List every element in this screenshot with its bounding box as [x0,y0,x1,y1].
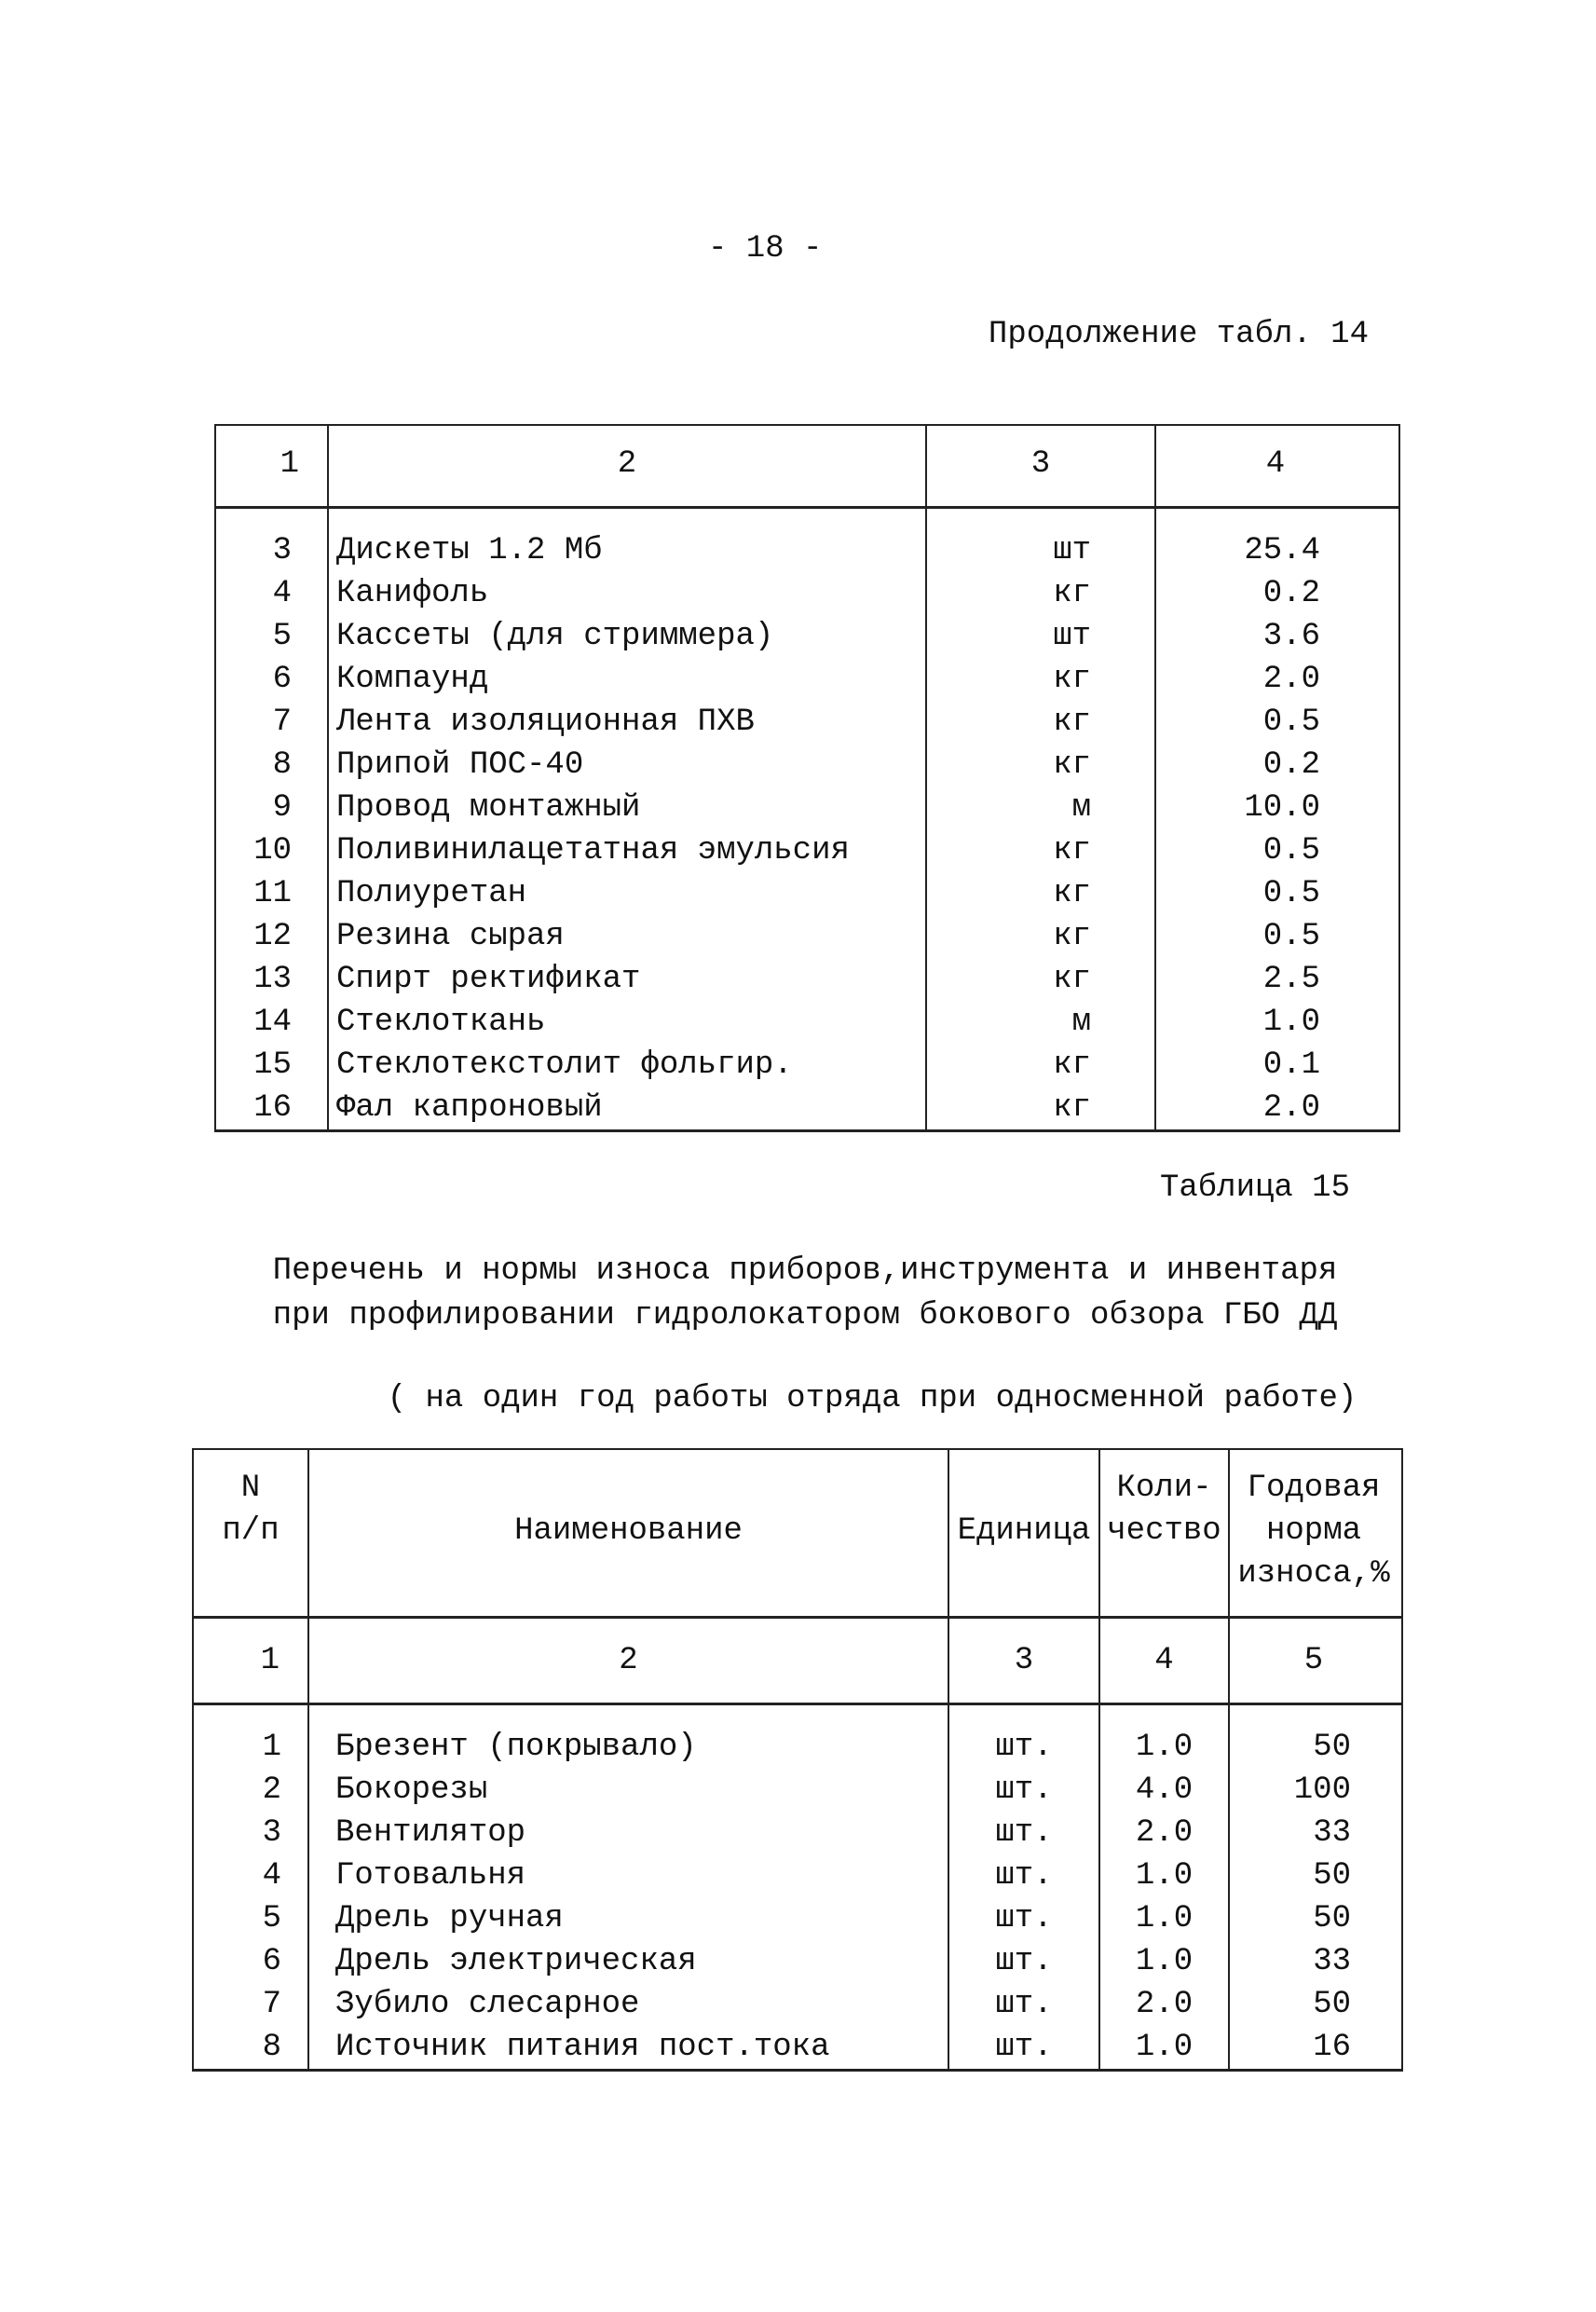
table-row-cell: Дискеты 1.2 Мб [327,529,925,572]
table-row-cell: 8 [262,2030,281,2065]
table-row-cell: шт. [948,1812,1098,1854]
table-row-cell: Готовальня [307,1854,948,1897]
table-row-cell: 50 [1228,1983,1398,2026]
table-row-cell: шт. [948,1940,1098,1983]
table-row [216,787,1398,829]
table-row-cell: 50 [1228,1897,1398,1940]
table-row-cell: 2.0 [1154,658,1395,701]
spacer-cell [307,1619,948,1639]
header-row-cell [948,1467,1098,1510]
header-row-cell: п/п [222,1513,280,1549]
spacer-cell [194,1682,307,1703]
table-row [216,658,1398,701]
table-row-cell: шт [925,529,1154,572]
header-row-cell: Единица [948,1510,1098,1553]
table-row-cell: 4 [262,1858,281,1894]
spacer-cell [1228,1682,1398,1703]
table-row-cell: 2 [262,1772,281,1808]
table-15-subtitle: ( на один год работы отряда при односменной работе) [387,1381,1357,1416]
table-row [194,1812,1401,1854]
table-14 [214,424,1400,1132]
spacer-cell [925,486,1154,506]
table-row-cell: Брезент (покрывало) [307,1726,948,1769]
table-row-cell: 10.0 [1154,787,1395,829]
spacer [216,426,1398,443]
table-row-cell: кг [925,958,1154,1001]
spacer-cell [307,1450,948,1467]
header-row-cell: Коли- [1098,1467,1228,1510]
table-row-cell: Компаунд [327,658,925,701]
table-row-cell: 1.0 [1098,2026,1228,2069]
table-row [194,1854,1401,1897]
header-number-row-cell: 2 [307,1639,948,1682]
table-row [194,1940,1401,1983]
table-15 [192,1448,1403,2072]
table-row-cell: кг [925,701,1154,744]
table-row-cell: Поливинилацетатная эмульсия [327,829,925,872]
table-row-cell: 7 [262,1987,281,2022]
table-row-cell: Фал капроновый [327,1087,925,1129]
table-row-cell: 4 [272,576,292,611]
table-row-cell: 15 [253,1047,292,1083]
table-row-cell: 1 [262,1730,281,1765]
header-row-cell [194,1553,307,1595]
spacer-cell [307,1705,948,1726]
spacer-cell [1228,1619,1398,1639]
table-row-cell: 1.0 [1098,1897,1228,1940]
table-row-cell: Провод монтажный [327,787,925,829]
table-row-cell: 2.0 [1098,1983,1228,2026]
header-row-cell [1098,1553,1228,1595]
header-number-row-cell: 5 [1228,1639,1398,1682]
table-row-cell: 33 [1228,1940,1398,1983]
table-row [216,701,1398,744]
table-row-cell: 5 [272,619,292,654]
header-number-row-cell: 3 [925,443,1154,486]
table-row-cell: 1.0 [1098,1726,1228,1769]
table-row-cell: 10 [253,833,292,869]
table-row-cell: Вентилятор [307,1812,948,1854]
table-row-cell: Резина сырая [327,915,925,958]
table-row-cell: 0.5 [1154,872,1395,915]
spacer-cell [1228,1595,1398,1616]
table-row-cell: 3.6 [1154,615,1395,658]
table-row [216,615,1398,658]
table-row-cell: шт. [948,1897,1098,1940]
divider [194,1616,1401,1639]
spacer-cell [307,1595,948,1616]
table-15-title-line2: при профилировании гидролокатором бокового обзора ГБО ДД [272,1298,1338,1334]
header-number-row-cell: 1 [280,446,299,482]
table-row [216,572,1398,615]
table-row-cell: 25.4 [1154,529,1395,572]
spacer-cell [925,509,1154,529]
spacer-cell [948,1682,1098,1703]
header-number-row [194,1639,1401,1682]
header-row [194,1467,1401,1510]
header-row-cell: норма [1228,1510,1398,1553]
table-row [194,1769,1401,1812]
table-row-cell: 2.5 [1154,958,1395,1001]
header-number-row-cell: 1 [260,1643,280,1678]
table-row-cell: шт. [948,1726,1098,1769]
table-row-cell: 0.5 [1154,829,1395,872]
spacer-cell [216,486,327,506]
table-row-cell: шт. [948,2026,1098,2069]
spacer-cell [1098,1619,1228,1639]
spacer [194,1595,1401,1616]
table-row-cell: Бокорезы [307,1769,948,1812]
table-row [194,1983,1401,2026]
table-row-cell: 0.5 [1154,915,1395,958]
header-number-row-cell: 4 [1098,1639,1228,1682]
header-row-cell: Годовая [1228,1467,1398,1510]
spacer-cell [1098,1595,1228,1616]
spacer-cell [948,1595,1098,1616]
table-row-cell: 0.1 [1154,1044,1395,1087]
table-row-cell: 11 [253,876,292,911]
table-row [216,915,1398,958]
table-row-cell: шт. [948,1769,1098,1812]
table-row-cell: 4.0 [1098,1769,1228,1812]
spacer-cell [194,1450,307,1467]
table-row-cell: 50 [1228,1726,1398,1769]
table-row-cell: кг [925,829,1154,872]
spacer-cell [1154,426,1395,443]
spacer-cell [194,1705,307,1726]
table-row [216,1087,1398,1129]
table-row-cell: 33 [1228,1812,1398,1854]
table-row-cell: 6 [272,662,292,697]
table-15-label: Таблица 15 [1159,1170,1350,1206]
table-row-cell: Канифоль [327,572,925,615]
table-row-cell: Кассеты (для стриммера) [327,615,925,658]
table-row-cell: Стеклотекстолит фольгир. [327,1044,925,1087]
header-row-cell: износа,% [1228,1553,1398,1595]
divider [194,1703,1401,1726]
table-15-title-line1: Перечень и нормы износа приборов,инструмента и инвентаря [272,1253,1338,1289]
header-row [194,1510,1401,1553]
table-row-cell: 7 [272,705,292,740]
table-row-cell: кг [925,1087,1154,1129]
spacer-cell [948,1619,1098,1639]
table-row-cell: кг [925,744,1154,787]
table-row-cell: 0.5 [1154,701,1395,744]
spacer-cell [925,426,1154,443]
table-row-cell: кг [925,915,1154,958]
table-row-cell: 2.0 [1154,1087,1395,1129]
table-row [194,1726,1401,1769]
table-row-cell: 13 [253,962,292,997]
table-row-cell: 3 [262,1815,281,1851]
spacer-cell [194,1619,307,1639]
header-row-cell: чество [1098,1510,1228,1553]
header-row-cell [307,1553,948,1595]
table-row-cell: 16 [1228,2026,1398,2069]
table-row-cell: 9 [272,790,292,826]
table-row-cell: м [925,787,1154,829]
header-number-row [216,443,1398,486]
table-row-cell: 1.0 [1154,1001,1395,1044]
spacer [216,486,1398,506]
table-row [216,829,1398,872]
table-row-cell: 14 [253,1005,292,1040]
table-row-cell: Источник питания пост.тока [307,2026,948,2069]
spacer-cell [1098,1450,1228,1467]
table-row-cell: 6 [262,1944,281,1979]
table-row-cell: кг [925,1044,1154,1087]
table-row-cell: Стеклоткань [327,1001,925,1044]
table-row-cell: кг [925,572,1154,615]
spacer-cell [216,509,327,529]
table-row [194,1897,1401,1940]
table-row-cell: Спирт ректификат [327,958,925,1001]
spacer-cell [194,1595,307,1616]
spacer-cell [216,426,327,443]
spacer-cell [1154,486,1395,506]
table-row-cell: 3 [272,533,292,568]
table-row-cell: 16 [253,1090,292,1126]
table-row [194,2026,1401,2069]
spacer-cell [948,1705,1098,1726]
table-row [216,1044,1398,1087]
table-row-cell: кг [925,658,1154,701]
table-row-cell: 50 [1228,1854,1398,1897]
table-row-cell: шт. [948,1854,1098,1897]
spacer-cell [1228,1705,1398,1726]
table-row-cell: Лента изоляционная ПХВ [327,701,925,744]
table-row-cell: 2.0 [1098,1812,1228,1854]
table-row-cell: Дрель электрическая [307,1940,948,1983]
spacer-cell [1098,1705,1228,1726]
spacer-cell [1098,1682,1228,1703]
header-row-cell: Наименование [307,1510,948,1553]
table-row-cell: Припой ПОС-40 [327,744,925,787]
table-row-cell: шт [925,615,1154,658]
header-number-row-cell: 3 [948,1639,1098,1682]
table-row [216,744,1398,787]
header-row-cell [948,1553,1098,1595]
header-row-cell [307,1467,948,1510]
spacer-cell [1228,1450,1398,1467]
spacer-cell [948,1450,1098,1467]
table-row-cell: шт. [948,1983,1098,2026]
table-row-cell: 8 [272,747,292,783]
continuation-label: Продолжение табл. 14 [988,317,1369,352]
table-row-cell: м [925,1001,1154,1044]
header-number-row-cell: 2 [327,443,925,486]
spacer-cell [307,1682,948,1703]
page-number: - 18 - [708,231,823,267]
table-row-cell: Зубило слесарное [307,1983,948,2026]
table-row-cell: 0.2 [1154,744,1395,787]
table-row-cell: 100 [1228,1769,1398,1812]
table-row-cell: 5 [262,1901,281,1936]
header-row [194,1553,1401,1595]
table-row-cell: 0.2 [1154,572,1395,615]
table-row-cell: 1.0 [1098,1940,1228,1983]
table-row-cell: 12 [253,919,292,954]
table-row [216,529,1398,572]
table-row-cell: Дрель ручная [307,1897,948,1940]
spacer-cell [1154,509,1395,529]
spacer [194,1450,1401,1467]
table-row-cell: кг [925,872,1154,915]
table-row [216,958,1398,1001]
header-number-row-cell: 4 [1154,443,1395,486]
spacer-cell [327,509,925,529]
table-row [216,1001,1398,1044]
table-row-cell: Полиуретан [327,872,925,915]
spacer [194,1682,1401,1703]
divider [216,506,1398,529]
table-row-cell: 1.0 [1098,1854,1228,1897]
header-row-cell: N [240,1471,261,1506]
spacer-cell [327,486,925,506]
spacer-cell [327,426,925,443]
table-row [216,872,1398,915]
